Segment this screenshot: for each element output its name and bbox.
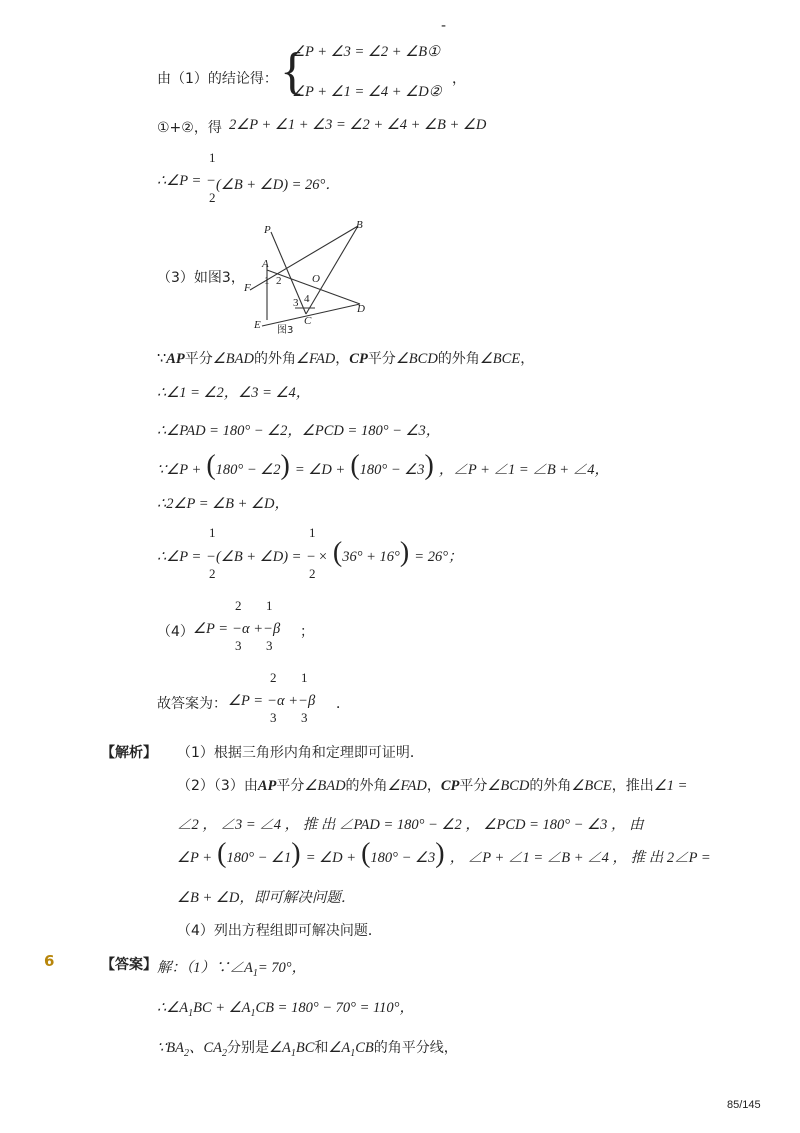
system-tail: ， — [452, 71, 466, 87]
answer-a: α + — [277, 693, 299, 709]
answer-bar2: − — [298, 693, 308, 709]
part4-n2: 1 — [266, 598, 273, 613]
exterior-angles: ∴∠PAD = 180° − ∠2，∠PCD = 180° − ∠3， — [157, 423, 441, 439]
analysis-p6: （4）列出方程组即可解决问题． — [177, 923, 382, 939]
point-o: O — [312, 273, 320, 285]
equation-1: ∠P + ∠3 = ∠2 + ∠B① — [292, 44, 441, 60]
answer-lhs: ∠P = — [228, 693, 264, 709]
part4-bar2: − — [263, 621, 273, 637]
q6-line3: $\because BA_2$、$CA_2$分别是$\angle A_1BC$和$\angle A_1CB$的角平分线， — [157, 1040, 458, 1060]
angle-equalities: ∴∠1 = ∠2，∠3 = ∠4， — [157, 385, 311, 401]
sum-equation: 2∠P + ∠1 + ∠3 = ∠2 + ∠4 + ∠B + ∠D — [229, 117, 487, 133]
result-rhs: (∠B + ∠D) = 26°． — [216, 177, 340, 193]
point-b: B — [356, 219, 363, 231]
analysis-p5: ∠B + ∠D，即可解决问题． — [177, 890, 356, 906]
point-c: C — [304, 315, 312, 327]
calc-mid: (∠B + ∠D) = — [216, 549, 302, 565]
analysis-p3: ∠2 ， ∠3 = ∠4 ， 推 出 ∠PAD = 180° − ∠2 ， ∠PCD = 180° − ∠3 ， 由 — [177, 817, 644, 833]
calc-lhs: ∴∠P = — [157, 549, 202, 565]
answer-tail: ． — [336, 696, 350, 712]
calc-den-2: 2 — [309, 566, 316, 581]
calc-num-1: 1 — [209, 525, 216, 540]
analysis-tag: 【解析】 — [101, 745, 157, 761]
answer-bar1: − — [267, 693, 277, 709]
figure-label: （3）如图3， — [157, 270, 245, 286]
figure-caption: 图3 — [277, 325, 294, 336]
figure-3-diagram — [240, 218, 375, 336]
part4-n1: 2 — [235, 598, 242, 613]
conclusion-label: 由（1）的结论得： — [157, 71, 278, 87]
angle-4: 4 — [304, 293, 310, 305]
part4-bar1: − — [232, 621, 242, 637]
left-brace: { — [280, 43, 305, 100]
calc-den-1: 2 — [209, 566, 216, 581]
bisector-statement: ∵AP平分∠BAD的外角∠FAD，CP平分∠BCD的外角∠BCE， — [157, 351, 535, 367]
fraction-denominator: 2 — [209, 190, 216, 205]
calc-tail: × (36° + 16°) = 26°； — [318, 537, 463, 568]
point-f: F — [244, 282, 251, 294]
fraction-bar: − — [206, 173, 216, 189]
top-mark: - — [441, 18, 447, 34]
part4-tail: ； — [300, 624, 314, 640]
q6-line2: $\therefore\angle A_1BC$ + $\angle A_1CB = 180^\circ - 70^\circ = 110^\circ$， — [157, 1000, 414, 1020]
point-d: D — [357, 303, 365, 315]
point-p: P — [264, 224, 271, 236]
analysis-p1: （1）根据三角形内角和定理即可证明． — [177, 745, 424, 761]
calc-bar-1: − — [206, 549, 216, 565]
answer-label: 故答案为： — [157, 696, 227, 712]
angle-1: 1 — [264, 275, 270, 287]
answer-d2: 3 — [301, 710, 308, 725]
answer-n1: 2 — [270, 670, 277, 685]
fraction-numerator: 1 — [209, 150, 216, 165]
analysis-p2: （2）（3）由AP平分∠BAD的外角∠FAD，CP平分∠BCD的外角∠BCE，推出∠1 = — [177, 778, 688, 794]
point-a: A — [262, 258, 269, 270]
answer-b: β — [308, 693, 316, 709]
part4-d2: 3 — [266, 638, 273, 653]
part4-b: β — [273, 621, 281, 637]
part4-lhs: ∠P = — [193, 621, 229, 637]
part4-a: α + — [242, 621, 264, 637]
answer-d1: 3 — [270, 710, 277, 725]
angle-2: 2 — [276, 275, 282, 287]
angle-3: 3 — [293, 297, 299, 309]
page-number: 85/145 — [727, 1099, 761, 1111]
part4-label: （4） — [157, 624, 194, 640]
sum-prefix: ①+②，得 — [157, 120, 222, 136]
answer-tag: 【答案】 — [101, 957, 157, 973]
double-angle-equation: ∴2∠P = ∠B + ∠D， — [157, 496, 289, 512]
question-number: 6 — [44, 952, 55, 970]
part4-d1: 3 — [235, 638, 242, 653]
q6-line1: 解：$(1)\because\angle A_1= 70^\circ$， — [157, 960, 307, 980]
result-lhs: ∴∠P = — [157, 173, 202, 189]
answer-n2: 1 — [301, 670, 308, 685]
equation-2: ∠P + ∠1 = ∠4 + ∠D② — [292, 84, 442, 100]
angle-sum-equation: ∵∠P + (180° − ∠2) = ∠D + (180° − ∠3) ，∠P + ∠1 = ∠B + ∠4， — [157, 450, 609, 481]
analysis-p4: ∠P + (180° − ∠1) = ∠D + (180° − ∠3) ， ∠P + ∠1 = ∠B + ∠4 ， 推 出 2∠P = — [177, 838, 711, 869]
point-e: E — [254, 319, 261, 331]
calc-num-2: 1 — [309, 525, 316, 540]
calc-bar-2: − — [306, 549, 316, 565]
